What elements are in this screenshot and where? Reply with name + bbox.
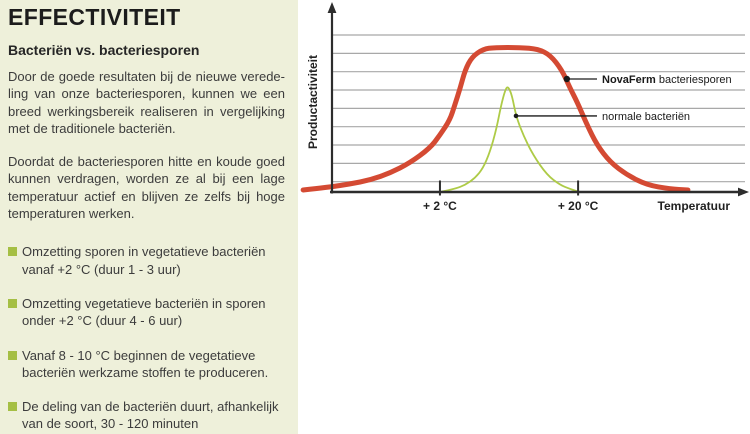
activity-chart [300, 0, 750, 240]
paragraph-line: Door de goede resultaten bij de nieuwe verede- [8, 69, 285, 84]
list-item-line: vanaf +2 °C (duur 1 - 3 uur) [22, 261, 181, 277]
paragraph-line: temperatuur actief en blijven ze zelfs bij hoge [8, 188, 285, 204]
series-label-text: NovaFerm bacteriesporen [602, 73, 732, 86]
list-item-line: van de soort, 30 - 120 minuten [22, 416, 199, 432]
series-label-novaferm [564, 74, 732, 86]
list-item-text [22, 347, 285, 382]
section-heading: Bacteriën vs. bacteriesporen [8, 42, 200, 58]
list-item [8, 347, 285, 382]
paragraph-line: kunnen verdragen, worden ze al bij een lage [8, 171, 285, 187]
series-label-text: normale bacteriën [602, 110, 691, 123]
list-item-line: Omzetting vegetatieve bacteriën in sporen [22, 295, 266, 311]
list-item [8, 295, 285, 330]
list-item-line: bacteriën werkzame stoffen te produceren. [22, 364, 269, 380]
paragraph-line: met de traditionele bacteriën. [8, 120, 176, 136]
chart-svg [300, 0, 750, 240]
bullet-square-icon [8, 247, 17, 256]
bullet-list [8, 243, 285, 432]
series-label-normal [514, 111, 690, 123]
gridlines [332, 35, 745, 182]
body-paragraphs [8, 68, 285, 222]
list-item [8, 398, 285, 433]
info-panel [0, 0, 298, 434]
paragraph-line: Doordat de bacteriesporen hitte en koude goed [8, 154, 285, 170]
y-axis-arrow-icon [328, 2, 337, 13]
bullet-square-icon [8, 402, 17, 411]
y-axis-label: Productactiviteit [306, 54, 320, 150]
list-item [8, 243, 285, 278]
x-axis-arrow-icon [738, 188, 749, 197]
list-item-line: De deling van de bacteriën duurt, afhankelijk [22, 399, 279, 415]
list-item-line: Omzetting sporen in vegetatieve bacteriën [22, 244, 266, 260]
x-tick-label: + 2 °C [423, 199, 457, 213]
series-labels [514, 74, 732, 123]
x-axis-label: Temperatuur [657, 199, 730, 213]
paragraph-line: temperaturen werken. [8, 206, 135, 222]
x-ticks [423, 181, 599, 214]
paragraph-line: breed werkingsbereik realiseren in vergelijking [8, 103, 285, 119]
bullet-square-icon [8, 299, 17, 308]
x-tick-label: + 20 °C [557, 199, 599, 213]
normal-bacteria-curve [442, 87, 578, 191]
list-item-line: onder +2 °C (duur 4 - 6 uur) [22, 313, 183, 329]
body-paragraph [8, 153, 285, 222]
list-item-text [22, 398, 285, 433]
bullet-square-icon [8, 351, 17, 360]
page-title: EFFECTIVITEIT [8, 4, 181, 30]
list-item-text [22, 295, 285, 330]
list-item-line: Vanaf 8 - 10 °C beginnen de vegetatieve [22, 347, 256, 363]
body-paragraph [8, 68, 285, 137]
paragraph-line: ling van onze bacteriesporen, kunnen we een [8, 86, 285, 102]
list-item-text [22, 243, 285, 278]
